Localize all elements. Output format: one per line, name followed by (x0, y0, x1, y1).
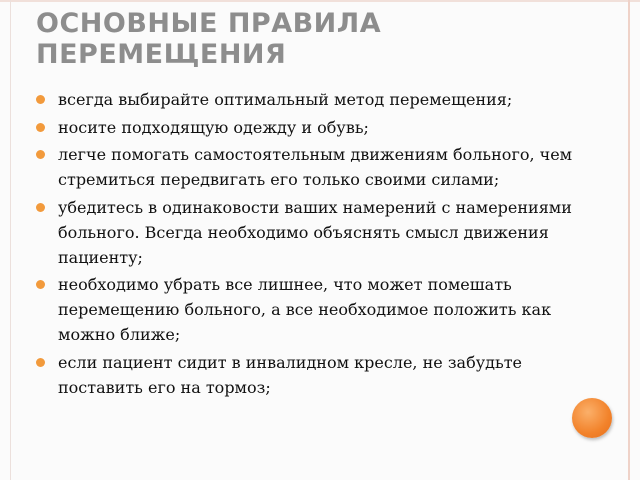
bullet-text: если пациент сидит в инвалидном кресле, не забудьте поставить его на тормоз; (58, 352, 523, 397)
slide-title-line-1: ОСНОВНЫЕ ПРАВИЛА (36, 8, 382, 39)
bullet-text: всегда выбирайте оптимальный метод перемещения; (58, 90, 513, 109)
bullet-dot-icon (36, 123, 45, 132)
left-border-line (10, 0, 11, 480)
bullet-item (36, 272, 596, 347)
bullet-dot-icon (36, 280, 45, 289)
bullet-dot-icon (36, 95, 45, 104)
bullet-text: убедитесь в одинаковости ваших намерений с намерениями больного. Всегда необходимо объяснять смысл движения пациенту; (58, 197, 572, 267)
bullet-text: легче помогать самостоятельным движениям больного, чем стремиться передвигать его только своими силами; (58, 145, 573, 189)
slide-title-line-2: ПЕРЕМЕЩЕНИЯ (36, 39, 287, 70)
bullet-dot-icon (36, 203, 45, 212)
bullet-item (36, 142, 596, 192)
bullet-text: носите подходящую одежду и обувь; (58, 117, 369, 137)
bullet-item (36, 195, 596, 270)
bullet-list (36, 87, 596, 402)
slide-title (36, 8, 596, 70)
orange-circle-decoration (572, 398, 612, 438)
top-edge-line (0, 0, 640, 2)
bullet-item (36, 350, 596, 400)
bullet-item (36, 115, 596, 140)
bullet-dot-icon (36, 150, 45, 159)
bullet-dot-icon (36, 358, 45, 367)
bullet-text: необходимо убрать все лишнее, что может помешать перемещению больного, а все необходимое положить как можно ближе; (58, 275, 552, 344)
bullet-item (36, 87, 596, 112)
right-border-line (628, 0, 630, 480)
